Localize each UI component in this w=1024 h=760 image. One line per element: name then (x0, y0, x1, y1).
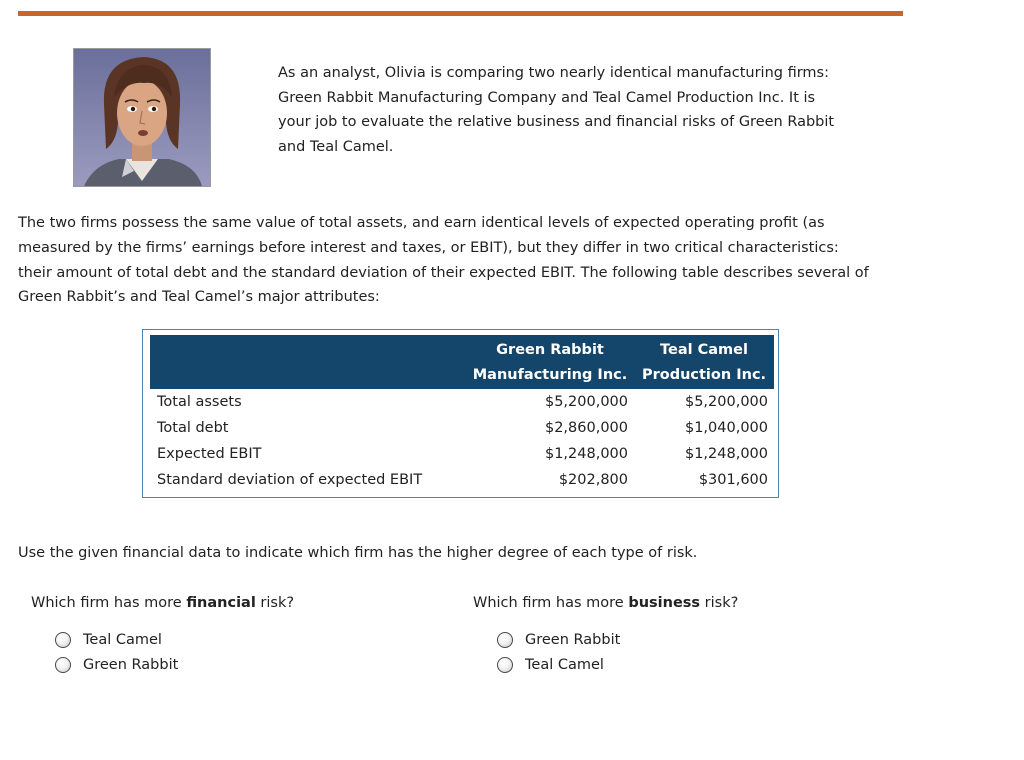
green-rabbit-value: $2,860,000 (544, 420, 628, 436)
green-rabbit-value: $1,248,000 (544, 446, 628, 462)
description-line: Green Rabbit’s and Teal Camel’s major attributes: (18, 289, 380, 306)
question-suffix: risk? (700, 595, 739, 611)
financial-risk-option-green-rabbit[interactable] (55, 652, 178, 677)
financial-risk-question (31, 591, 294, 615)
table-row (150, 415, 774, 441)
question-prefix: Which firm has more (473, 595, 629, 611)
intro-line: your job to evaluate the relative business and financial risks of Green Rabbit (278, 114, 835, 131)
row-label: Standard deviation of expected EBIT (157, 472, 423, 488)
business-risk-question (473, 591, 738, 615)
question-prefix: Which firm has more (31, 595, 187, 611)
business-risk-option-teal-camel[interactable] (497, 652, 620, 677)
intro-paragraph (278, 61, 878, 159)
description-line: their amount of total debt and the standard deviation of their expected EBIT. The following table describes several of (18, 264, 869, 281)
financial-risk-options (55, 627, 178, 677)
question-suffix: risk? (255, 595, 295, 611)
description-line: The two firms possess the same value of total assets, and earn identical levels of expected operating profit (as (18, 215, 825, 231)
radio-button-icon[interactable] (55, 657, 71, 673)
description-line: measured by the firms’ earnings before interest and taxes, or EBIT), but they differ in two critical characteristics: (18, 239, 839, 256)
header-green-rabbit (466, 335, 634, 389)
attributes-table-container (142, 329, 779, 498)
question-emphasis: business (628, 595, 701, 611)
option-label: Teal Camel (83, 631, 162, 648)
radio-button-icon[interactable] (497, 657, 513, 673)
header-blank (150, 335, 466, 389)
option-label: Green Rabbit (525, 631, 621, 648)
intro-line: Green Rabbit Manufacturing Company and Teal Camel Production Inc. It is (278, 89, 816, 106)
olivia-avatar (73, 48, 211, 187)
table-row (150, 467, 774, 493)
radio-button-icon[interactable] (55, 632, 71, 648)
green-rabbit-value: $5,200,000 (544, 394, 628, 410)
green-rabbit-value: $202,800 (558, 472, 628, 488)
option-label: Green Rabbit (83, 656, 179, 673)
header-green-rabbit-line2: Manufacturing Inc. (472, 366, 628, 383)
table-header-row (150, 335, 774, 389)
financial-risk-option-teal-camel[interactable] (55, 627, 178, 652)
instruction-text: Use the given financial data to indicate which firm has the higher degree of each type of risk. (18, 545, 698, 561)
radio-button-icon[interactable] (497, 632, 513, 648)
intro-line: and Teal Camel. (278, 138, 394, 155)
header-teal-camel (634, 335, 774, 389)
attributes-table (150, 335, 774, 493)
teal-camel-value: $1,040,000 (684, 420, 768, 436)
row-label: Total assets (157, 394, 242, 410)
option-label: Teal Camel (525, 656, 604, 673)
top-accent-bar (18, 11, 903, 16)
description-paragraph (18, 211, 918, 310)
teal-camel-value: $301,600 (698, 472, 768, 488)
business-risk-options (497, 627, 620, 677)
table-row (150, 441, 774, 467)
intro-line: As an analyst, Olivia is comparing two nearly identical manufacturing firms: (278, 65, 829, 81)
row-label: Expected EBIT (157, 446, 262, 462)
header-green-rabbit-line1: Green Rabbit (496, 342, 604, 358)
teal-camel-value: $1,248,000 (684, 446, 768, 462)
teal-camel-value: $5,200,000 (684, 394, 768, 410)
row-label: Total debt (157, 420, 229, 436)
question-emphasis: financial (186, 595, 256, 611)
table-row (150, 389, 774, 415)
header-teal-camel-line2: Production Inc. (641, 366, 767, 383)
header-teal-camel-line1: Teal Camel (660, 342, 748, 358)
business-risk-option-green-rabbit[interactable] (497, 627, 620, 652)
